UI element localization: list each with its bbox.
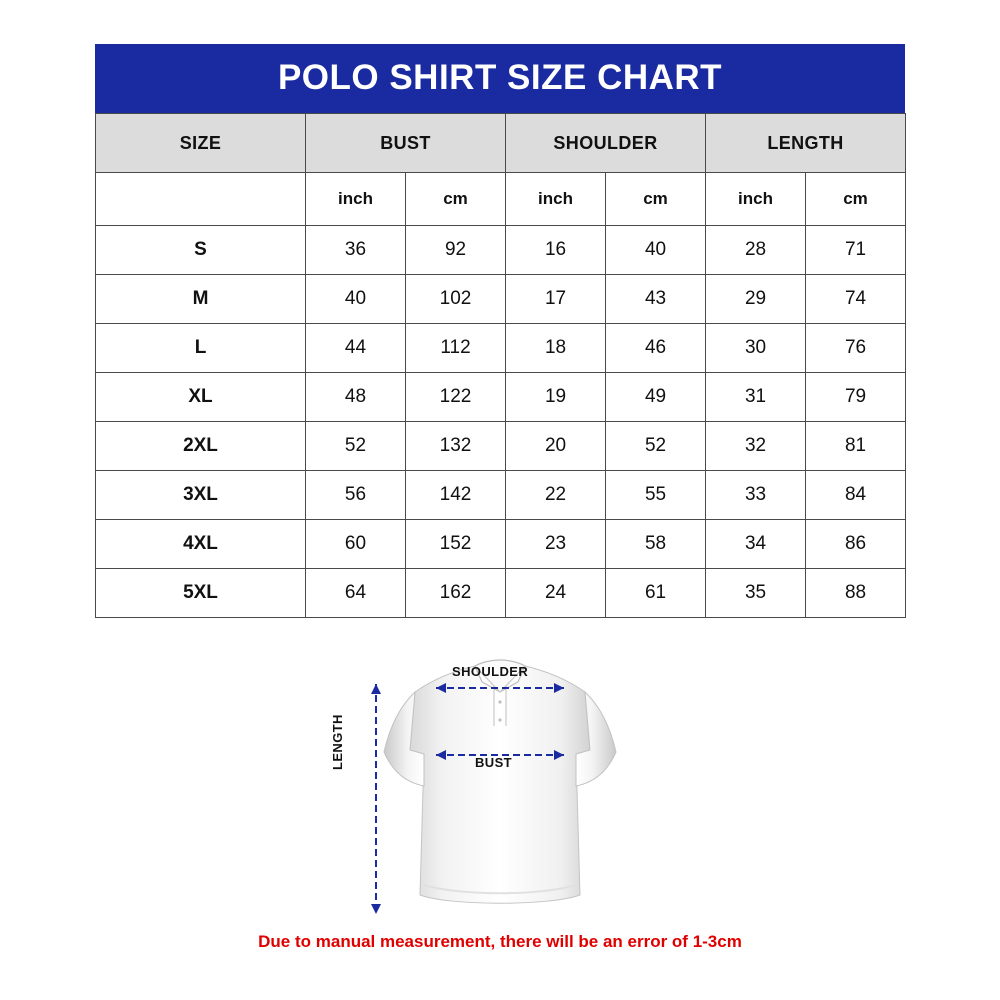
cell-length-cm: 88 [806,569,906,618]
cell-size: L [96,324,306,373]
cell-length-cm: 74 [806,275,906,324]
cell-bust-inch: 40 [306,275,406,324]
cell-length-cm: 71 [806,226,906,275]
cell-length-inch: 35 [706,569,806,618]
header-size: SIZE [96,114,306,173]
measurement-footnote: Due to manual measurement, there will be an error of 1-3cm [258,932,742,951]
header-length: LENGTH [706,114,906,173]
cell-shoulder-cm: 55 [606,471,706,520]
cell-length-cm: 79 [806,373,906,422]
cell-shoulder-cm: 52 [606,422,706,471]
cell-size: 3XL [96,471,306,520]
header-unit-shoulder-inch: inch [506,173,606,226]
cell-shoulder-cm: 49 [606,373,706,422]
cell-bust-inch: 36 [306,226,406,275]
cell-shoulder-cm: 43 [606,275,706,324]
cell-shoulder-cm: 40 [606,226,706,275]
table-row [96,471,906,520]
cell-length-inch: 30 [706,324,806,373]
table-row [96,520,906,569]
header-unit-shoulder-cm: cm [606,173,706,226]
table-body [96,226,906,618]
cell-length-inch: 32 [706,422,806,471]
cell-size: 2XL [96,422,306,471]
cell-length-inch: 28 [706,226,806,275]
table-row [96,569,906,618]
cell-bust-inch: 48 [306,373,406,422]
header-unit-length-cm: cm [806,173,906,226]
cell-bust-inch: 64 [306,569,406,618]
cell-shoulder-cm: 46 [606,324,706,373]
size-chart-table [95,113,906,618]
header-shoulder: SHOULDER [506,114,706,173]
cell-shoulder-inch: 22 [506,471,606,520]
table-header-groups [96,114,906,173]
cell-length-cm: 84 [806,471,906,520]
cell-bust-cm: 142 [406,471,506,520]
header-unit-bust-inch: inch [306,173,406,226]
cell-shoulder-inch: 16 [506,226,606,275]
header-bust: BUST [306,114,506,173]
cell-bust-cm: 92 [406,226,506,275]
cell-bust-inch: 52 [306,422,406,471]
cell-size: M [96,275,306,324]
cell-bust-cm: 122 [406,373,506,422]
cell-bust-cm: 152 [406,520,506,569]
size-chart [95,44,905,618]
shirt-button [498,718,501,721]
cell-size: 4XL [96,520,306,569]
cell-length-inch: 29 [706,275,806,324]
header-unit-blank [96,173,306,226]
cell-length-cm: 86 [806,520,906,569]
cell-length-cm: 81 [806,422,906,471]
cell-shoulder-inch: 24 [506,569,606,618]
table-header-units [96,173,906,226]
table-row [96,373,906,422]
cell-shoulder-inch: 20 [506,422,606,471]
table-row [96,275,906,324]
cell-length-inch: 31 [706,373,806,422]
cell-bust-cm: 132 [406,422,506,471]
measurement-illustration [330,630,660,930]
cell-bust-inch: 56 [306,471,406,520]
cell-shoulder-cm: 58 [606,520,706,569]
cell-bust-cm: 112 [406,324,506,373]
cell-shoulder-inch: 19 [506,373,606,422]
cell-shoulder-inch: 18 [506,324,606,373]
cell-shoulder-inch: 17 [506,275,606,324]
cell-bust-inch: 44 [306,324,406,373]
header-unit-bust-cm: cm [406,173,506,226]
cell-length-inch: 34 [706,520,806,569]
cell-length-inch: 33 [706,471,806,520]
label-shoulder: SHOULDER [452,664,529,679]
label-bust: BUST [475,755,512,770]
cell-size: S [96,226,306,275]
length-measure-arrow [371,684,381,914]
table-row [96,226,906,275]
cell-length-cm: 76 [806,324,906,373]
cell-bust-cm: 102 [406,275,506,324]
cell-bust-cm: 162 [406,569,506,618]
cell-size: XL [96,373,306,422]
cell-bust-inch: 60 [306,520,406,569]
cell-shoulder-cm: 61 [606,569,706,618]
table-header [96,114,906,226]
chart-title: POLO SHIRT SIZE CHART [95,44,905,113]
table-row [96,422,906,471]
cell-size: 5XL [96,569,306,618]
shirt-button [498,700,501,703]
cell-shoulder-inch: 23 [506,520,606,569]
table-row [96,324,906,373]
header-unit-length-inch: inch [706,173,806,226]
label-length: LENGTH [330,714,345,770]
